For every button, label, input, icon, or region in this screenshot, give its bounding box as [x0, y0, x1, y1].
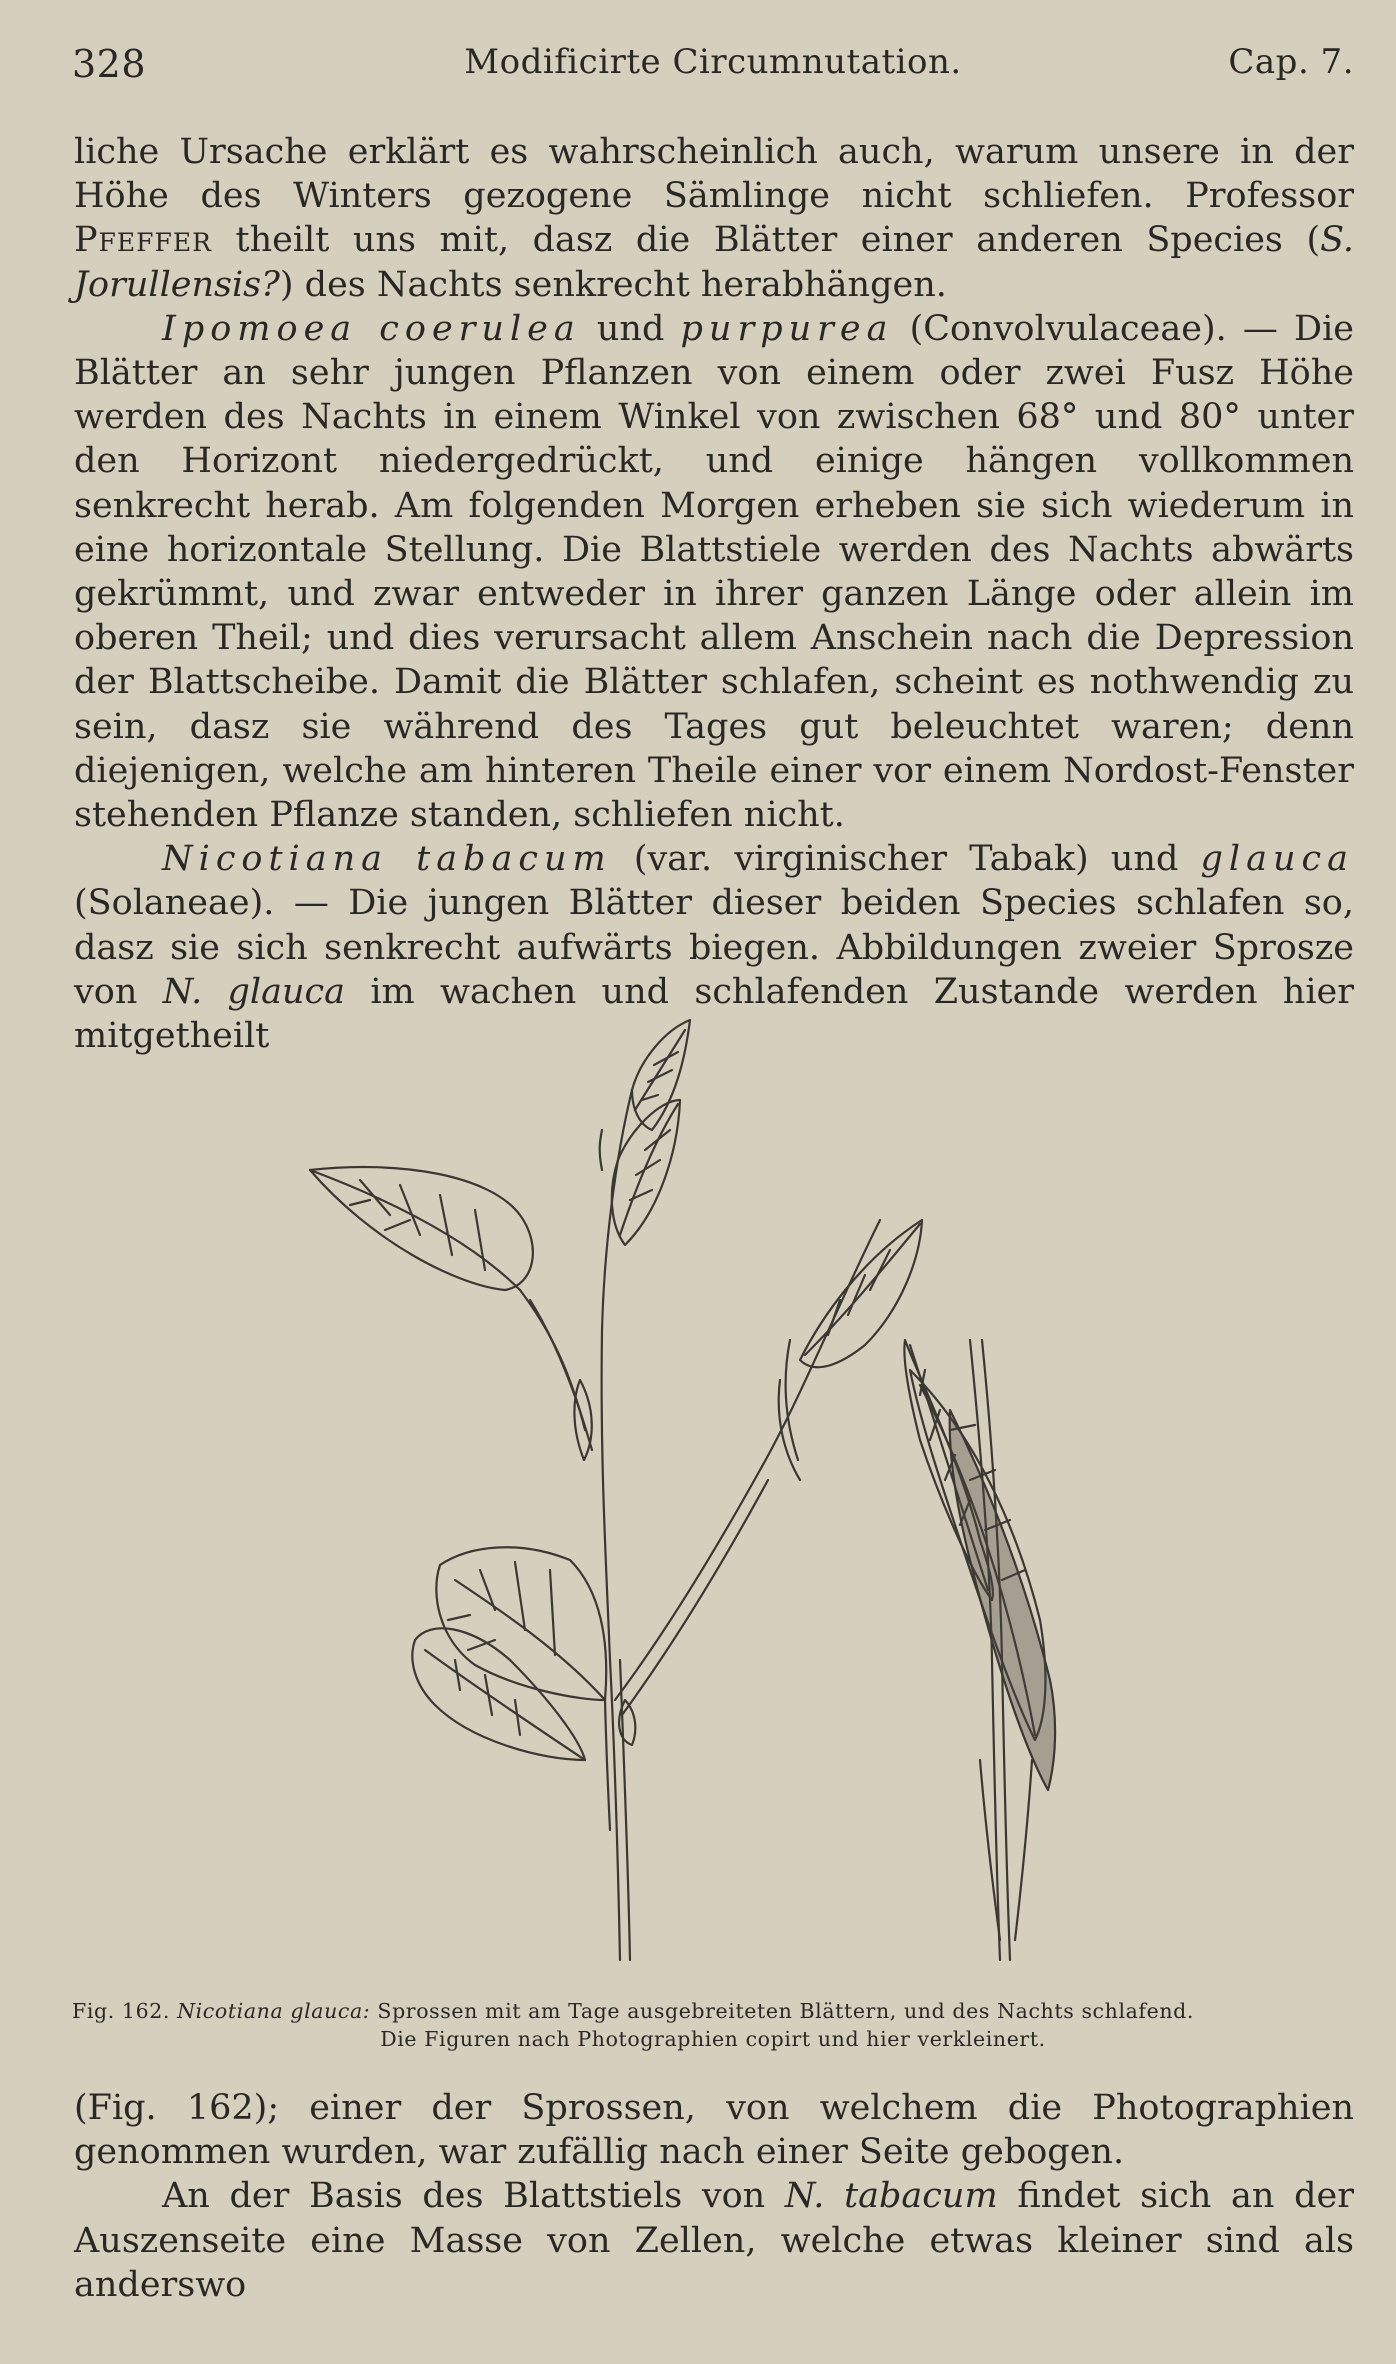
- nicotiana-drawing: [280, 1000, 1120, 1980]
- right-branch: [615, 1220, 880, 1700]
- species-name: glauca: [1200, 839, 1354, 880]
- species-name: purpurea: [680, 308, 894, 349]
- running-header: [72, 38, 1354, 88]
- paragraph-solanum: liche Ursache erklärt es wahrscheinlich auch, warum unsere in der Höhe des Winters gezogene Sämlinge nicht schliefen. Professor Pfeffer theilt uns mit, dasz die Blätter einer anderen Species (S. Jorullensis?) des Nachts senkrecht herabhängen.: [74, 132, 1354, 305]
- page-number: 328: [72, 42, 147, 86]
- genus-name: Nicotiana tabacum: [162, 839, 612, 880]
- genus-name: Ipomoea coerulea: [162, 308, 581, 349]
- paragraph-nicotiana: Nicotiana tabacum (var. virginischer Tabak) und glauca (Solaneae). — Die jungen Blätter dieser beiden Species schlafen so, dasz sie sich senkrecht aufwärts biegen. Abbildungen zweier Sprosze von N. glauca im wachen und schlafenden Zustande werden hier mitgetheilt: [74, 839, 1354, 1057]
- paragraph-fig-ref: (Fig. 162); einer der Sprossen, von welchem die Photographien genommen wurden, war zufällig nach einer Seite gebogen.: [74, 2088, 1354, 2173]
- paragraph-ipomoea: Ipomoea coerulea und purpurea (Convolvulaceae). — Die Blätter an sehr jungen Pflanzen von einem oder zwei Fusz Höhe werden des Nachts in einem Winkel von zwischen 68° und 80° unter den Horizont niedergedrückt, und einige hängen vollkommen senkrecht herab. Am folgenden Morgen erheben sie sich wiederum in eine horizontale Stellung. Die Blattstiele werden des Nachts abwärts gekrümmt, und zwar entweder in ihrer ganzen Länge oder allein im oberen Theil; und dies verursacht allem Anschein nach die Depression der Blattscheibe. Damit die Blätter schlafen, scheint es nothwendig zu sein, dasz sie während des Tages gut beleuchtet waren; denn diejenigen, welche am hinteren Theile einer vor einem Nordost-Fenster stehenden Pflanze standen, schliefen nicht.: [74, 308, 1354, 836]
- body-text-bottom: [74, 2086, 1354, 2307]
- species-abbr: N. glauca: [162, 971, 346, 1012]
- species-abbr: N. tabacum: [784, 2176, 998, 2217]
- figure-label: Fig. 162.: [72, 1999, 170, 2023]
- main-stem: [602, 1090, 632, 1960]
- author-name: Pfeffer: [74, 220, 212, 261]
- paragraph-tabacum: An der Basis des Blattstiels von N. tabacum findet sich an der Auszenseite eine Masse von Zellen, welche etwas kleiner sind als anderswo: [74, 2176, 1354, 2305]
- sleeping-leaf-3: [950, 1410, 1055, 1790]
- botanical-illustration: [280, 1000, 1120, 1980]
- chapter-label: Cap. 7.: [1228, 42, 1354, 82]
- upper-right-leaf: [612, 1100, 680, 1245]
- species-name: S. Jorullensis?: [74, 220, 1354, 305]
- figure-caption: Fig. 162. Nicotiana glauca: Sprossen mit am Tage ausgebreiteten Blättern, und des Nachts schlafend. Die Figuren nach Photographien copirt und hier verkleinert.: [72, 1999, 1194, 2051]
- running-title: Modificirte Circumnutation.: [464, 42, 962, 82]
- body-text-top: [74, 130, 1354, 1058]
- caption-species: Nicotiana glauca:: [177, 1999, 371, 2023]
